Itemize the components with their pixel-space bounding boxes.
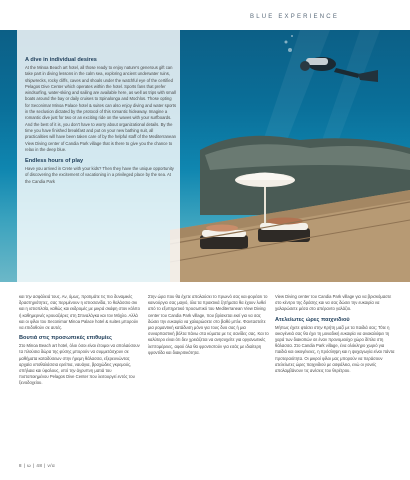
intro-text-panel bbox=[17, 30, 180, 282]
intro-heading-play: Endless hours of play bbox=[25, 158, 84, 165]
intro-heading-dive: A dive in individual desires bbox=[25, 57, 97, 63]
intro-paragraph-play: Have you arrived in Crete with your kids? Then they have the unique opportunity of discovering the excitement of vacationing in a privileged place by the sea. At the Candia Park bbox=[25, 166, 174, 184]
page-footer: 8 | ω | 48 | ν/α bbox=[19, 463, 56, 468]
intro-paragraph-dive: At the Minoa Beach art hotel, all those ready to enjoy nature's generous gift can take part in diving lessons in the calm sea, exploring ancient underwater ruins, shipwrecks, rocky cliffs, caves and shoals under the watchful eye of the certified Pelagos Dive Center which operates within the hotel. Sports fans that prefer windsurfing, water-skiing and sailing are available here, as well as trips with small boats around the bay or daily cruises to Spinalonga and Mochlos. Those opting for Seconimar Minoa Palace hotel & suites can also enjoy diving and water sports in the seclusion dictated by the protocol of this romantic hideaway. Imagine a romantic dive just for two or an exciting ride on the waves with your surfboards. And the best of it is, you don't have to worry about organizational details. By the time you have finished breakfast and put on your new bathing suit, all practicalities will have been taken care of by the helpful staff of the Mediterranean View Diving center of Candia Park village that is there to give you the chance to relax in the deep blue. bbox=[25, 65, 177, 152]
column1-heading: Βουτιά στις προσωπικές επιθυμίες bbox=[19, 335, 112, 342]
column1-paragraph1: και την ασφάλειά τους. Αν, όμως, προτιμάτε τις πιο δυναμικές δραστηριότητες, σας περιμένουν η ιστιοσανίδα, το θαλάσσιο σκι και η ιστιοπλοΐα, καθώς και εκδρομές με μικρά σκάφη στον κόλπο ή καθημερινές κρουαζιέρες στη Σπιναλόγκα και τον Μόχλο. Αλλά και οι φίλοι του Seconimar Minoa Palace hotel & suites μπορούν να επιδοθούν σε αυτές. bbox=[19, 294, 140, 331]
column2-paragraph1: Στην ώρα που θα έχετε απολαύσει το πρωινό σας και φορέσει το καινούργιο σας μαγιό, όλα τα πρακτικά ζητήματα θα έχουν λυθεί από το εξυπηρετικό προσωπικό του Mediterranean View Diving center του Candia Park village, που βρίσκεται εκεί για να σας δώσει την ευκαιρία να χαλαρώσετε στο βαθύ μπλε. Φανταστείτε μια ρομαντική κατάδυση μόνο για τους δυο σας ή μια συναρπαστική βόλτα πάνω στα κύματα με τις σανίδες σας. Και το καλύτερο είναι ότι δεν χρειάζεται να ανησυχείτε για οργανωτικές λεπτομέρειες, αφού όλα θα φροντιστούν για εσάς με ιδιαίτερη φροντίδα και διακριτικότητα. bbox=[148, 294, 269, 355]
greek-column-3 bbox=[275, 294, 397, 378]
column3-paragraph1: View Diving center του Candia Park village για να βρισκόμαστε στο κέντρο της δράσης και να σας δώσει την ευκαιρία να χαλαρώσετε μέσα στο απέραντο γαλάζιο. bbox=[275, 294, 392, 312]
column3-paragraph2: Μήπως έχετε φτάσει στην Κρήτη μαζί με τα παιδιά σας; Τότε η οικογένειά σας θα έχει τη μοναδική ευκαιρία να ανακαλύψει τη χαρά των διακοπών σε έναν προνομιούχο χώρο δίπλα στη θάλασσα. Στο Candia Park village, ένα ολόκληρο χωριό για παιδιά και οικογένειες, η πρόσληψη και η ψυχαγωγία είναι πάντα προτεραιότητα. Οι μικροί φίλοι μας μπορούν να περάσουν ατελείωτες ώρες παιχνιδιού με ασφάλεια, ενώ οι γονείς απολαμβάνουν τις ανέσεις του θερέτρου. bbox=[275, 324, 395, 374]
column3-heading: Ατελείωτες ώρες παιχνιδιού bbox=[275, 316, 350, 323]
greek-column-2 bbox=[148, 294, 270, 360]
greek-column-1 bbox=[19, 294, 141, 391]
column1-paragraph2: Στο Minoa Beach art hotel, όλοι όσοι είναι έτοιμοι να απολαύσουν τα πλούσια δώρα της φύσης μπορούν να συμμετάσχουν σε μαθήματα καταδύσεων στην ήρεμη θάλασσα, εξερευνώντας αρχαία υποθαλάσσια ερείπια, ναυάγια, βραχώδεις γκρεμούς, σπήλαια και ύφαλους, υπό την άγρυπνη ματιά του πιστοποιημένου Pelagos Dive Center που λειτουργεί εντός του ξενοδοχείου. bbox=[19, 343, 140, 386]
section-header: BLUE EXPERIENCE bbox=[250, 14, 340, 20]
